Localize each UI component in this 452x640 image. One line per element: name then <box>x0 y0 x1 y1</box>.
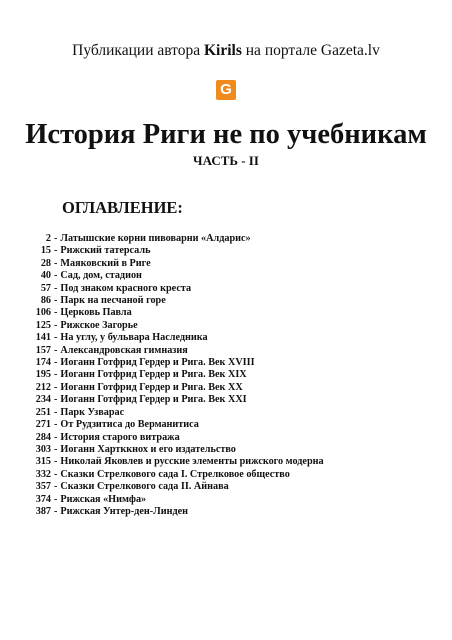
toc-page-number: 212 <box>35 381 51 393</box>
toc-entry-title: Иоганн Хартккнох и его издательство <box>60 443 236 455</box>
logo-letter: G <box>220 81 232 98</box>
toc-page-number: 15 <box>40 245 51 257</box>
toc-item[interactable] <box>28 506 324 518</box>
toc-page-number: 2 <box>45 233 51 244</box>
toc-page-number: 332 <box>35 468 51 480</box>
toc-entry-title: Иоганн Готфрид Гердер и Рига. Век XIX <box>60 369 247 381</box>
toc-separator: - <box>54 295 58 307</box>
toc-separator: - <box>54 468 58 480</box>
toc-separator: - <box>54 307 58 319</box>
toc-entry-title: Парк на песчаной горе <box>60 295 166 307</box>
toc-separator: - <box>54 233 58 244</box>
toc-item[interactable] <box>28 369 324 381</box>
toc-entry-title: Сад, дом, стадион <box>60 270 142 282</box>
toc-page-number: 251 <box>35 406 51 418</box>
toc-entry-title: Иоганн Готфрид Гердер и Рига. Век XVIII <box>60 357 255 369</box>
toc-item[interactable] <box>28 320 324 332</box>
publication-header <box>0 42 452 60</box>
toc-separator: - <box>54 406 58 418</box>
toc-separator: - <box>54 419 58 431</box>
toc-page-number: 387 <box>35 505 51 517</box>
toc-item[interactable] <box>28 494 324 506</box>
toc-item[interactable] <box>28 444 324 456</box>
toc-item[interactable] <box>28 233 324 245</box>
toc-item[interactable] <box>28 345 324 357</box>
toc-page-number: 157 <box>35 344 51 356</box>
toc-item[interactable] <box>28 307 324 319</box>
toc-entry-title: Церковь Павла <box>60 307 132 319</box>
toc-page-number: 195 <box>35 369 51 381</box>
toc-page-number: 284 <box>35 431 51 443</box>
toc-separator: - <box>54 357 58 369</box>
toc-page-number: 57 <box>40 282 51 294</box>
toc-separator: - <box>54 381 58 393</box>
toc-item[interactable] <box>28 407 324 419</box>
author-name[interactable]: Kirils <box>204 42 242 59</box>
toc-separator: - <box>54 270 58 282</box>
toc-item[interactable] <box>28 283 324 295</box>
toc-separator: - <box>54 369 58 381</box>
header-suffix: на портале Gazeta.lv <box>241 42 380 59</box>
toc-separator: - <box>54 431 58 443</box>
toc-entry-title: Под знаком красного креста <box>60 282 192 294</box>
toc-item[interactable] <box>28 469 324 481</box>
toc-item[interactable] <box>28 357 324 369</box>
toc-page-number: 86 <box>40 295 51 307</box>
toc-page-number: 106 <box>35 307 51 319</box>
toc-page-number: 40 <box>40 270 51 282</box>
toc-item[interactable] <box>28 481 324 493</box>
toc-page-number: 125 <box>35 319 51 331</box>
toc-entry-title: Рижское Загорье <box>60 319 138 331</box>
toc-item[interactable] <box>28 245 324 257</box>
toc-separator: - <box>54 443 58 455</box>
toc-page-number: 271 <box>35 419 51 431</box>
toc-separator: - <box>54 344 58 356</box>
toc-item[interactable] <box>28 394 324 406</box>
toc-separator: - <box>54 481 58 493</box>
toc-separator: - <box>54 319 58 331</box>
toc-item[interactable] <box>28 419 324 431</box>
toc-item[interactable] <box>28 382 324 394</box>
toc-entry-title: Рижская «Нимфа» <box>60 493 147 505</box>
toc-item[interactable] <box>28 456 324 468</box>
toc-page-number: 357 <box>35 481 51 493</box>
toc-entry-title: Маяковский в Риге <box>60 257 151 269</box>
part-label: ЧАСТЬ - II <box>193 153 259 168</box>
toc-entry-title: Рижский татерсаль <box>60 245 151 257</box>
toc-entry-title: Николай Яковлев и русские элементы рижского модерна <box>60 456 324 468</box>
toc-entry-title: Парк Узварас <box>60 406 125 418</box>
document-title: История Риги не по учебникам <box>25 119 427 150</box>
toc-separator: - <box>54 505 58 517</box>
toc-page-number: 234 <box>35 394 51 406</box>
toc-page-number: 28 <box>40 257 51 269</box>
toc-separator: - <box>54 332 58 344</box>
toc-heading: ОГЛАВЛЕНИЕ: <box>62 198 183 217</box>
toc-page-number: 303 <box>35 443 51 455</box>
toc-page-number: 374 <box>35 493 51 505</box>
toc-separator: - <box>54 245 58 257</box>
toc-item[interactable] <box>28 432 324 444</box>
toc-entry-title: Сказки Стрелкового сада II. Айнава <box>60 481 229 493</box>
toc-entry-title: Александровская гимназия <box>60 344 188 356</box>
toc-entry-title: Сказки Стрелкового сада I. Стрелковое общество <box>60 468 290 480</box>
toc-entry-title: Рижская Унтер-ден-Линден <box>60 505 188 517</box>
toc-entry-title: История старого витража <box>60 431 180 443</box>
toc-page-number: 315 <box>35 456 51 468</box>
toc-separator: - <box>54 394 58 406</box>
toc-entry-title: Латышские корни пивоварни «Алдарис» <box>60 233 251 244</box>
toc-entry-title: Иоганн Готфрид Гердер и Рига. Век XXI <box>60 394 247 406</box>
toc-entry-title: От Рудзитиса до Верманитиса <box>60 419 199 431</box>
toc-separator: - <box>54 257 58 269</box>
toc-separator: - <box>54 456 58 468</box>
toc-entry-title: Иоганн Готфрид Гердер и Рига. Век XX <box>60 381 243 393</box>
toc-separator: - <box>54 493 58 505</box>
toc-item[interactable] <box>28 295 324 307</box>
toc-page-number: 141 <box>35 332 51 344</box>
toc-item[interactable] <box>28 258 324 270</box>
gazeta-logo-icon <box>216 80 236 100</box>
toc-separator: - <box>54 282 58 294</box>
toc-item[interactable] <box>28 270 324 282</box>
header-prefix: Публикации автора <box>72 42 204 59</box>
toc-item[interactable] <box>28 332 324 344</box>
toc-page-number: 174 <box>35 357 51 369</box>
table-of-contents <box>28 233 324 518</box>
toc-entry-title: На углу, у бульвара Наследника <box>60 332 208 344</box>
